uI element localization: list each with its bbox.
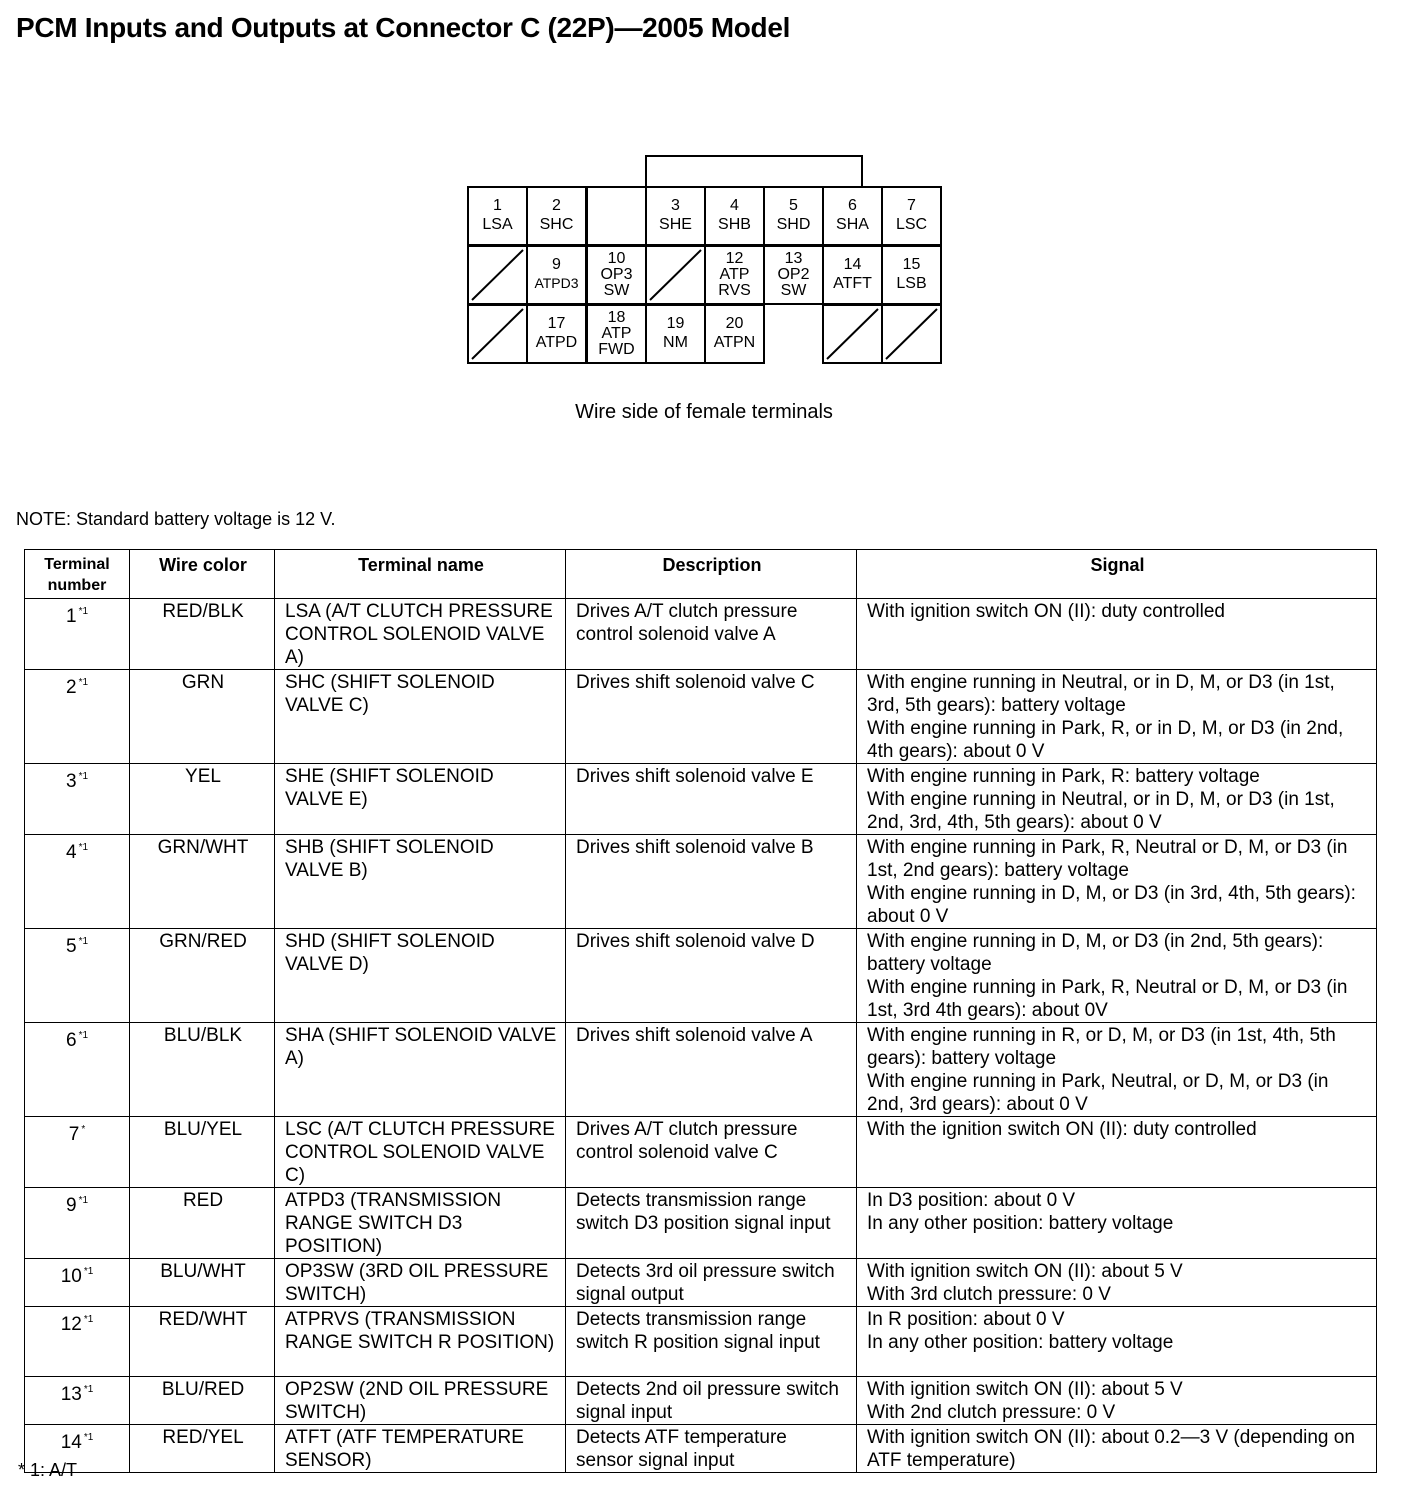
description: Detects transmission range switch D3 position signal input: [566, 1188, 857, 1259]
terminal-name: OP2SW (2ND OIL PRESSURE SWITCH): [275, 1377, 566, 1425]
wire-color: RED/YEL: [130, 1425, 275, 1473]
note: NOTE: Standard battery voltage is 12 V.: [16, 509, 336, 529]
signal: [857, 1425, 1377, 1473]
terminal-name: LSA (A/T CLUTCH PRESSURE CONTROL SOLENOID VALVE A): [275, 599, 566, 670]
signal-line: With engine running in D, M, or D3 (in 2nd, 5th gears): battery voltage: [867, 931, 1324, 975]
connector-diagram: [460, 150, 950, 370]
table-row: [25, 835, 1377, 929]
wire-color: RED/BLK: [130, 599, 275, 670]
description: Drives shift solenoid valve A: [566, 1023, 857, 1117]
terminal-number: 3 $^{*1}$: [25, 764, 130, 835]
terminal-table: [24, 549, 1377, 1473]
description: Drives shift solenoid valve E: [566, 764, 857, 835]
wire-color: BLU/BLK: [130, 1023, 275, 1117]
table-row: [25, 670, 1377, 764]
signal-line: In any other position: battery voltage: [867, 1332, 1174, 1353]
header-signal: Signal: [857, 550, 1377, 599]
connector-label-17: 17: [547, 315, 566, 332]
terminal-number: 7 *: [25, 1117, 130, 1188]
table-row: [25, 1425, 1377, 1473]
signal: [857, 835, 1377, 929]
terminal-number: 1 $^{*1}$: [25, 599, 130, 670]
connector-label-18: FWD: [598, 341, 635, 358]
terminal-number: 13 $^{*1}$: [25, 1377, 130, 1425]
signal-line: With engine running in Park, R, Neutral or D, M, or D3 (in 1st, 2nd gears): battery voltage: [867, 837, 1348, 881]
wire-color: GRN/RED: [130, 929, 275, 1023]
table-row: [25, 929, 1377, 1023]
table-row: [25, 1259, 1377, 1307]
connector-label-6: SHA: [836, 216, 869, 233]
connector-label-13: SW: [780, 282, 807, 299]
terminal-number: 14 $^{*1}$: [25, 1425, 130, 1473]
table-row: [25, 764, 1377, 835]
table-row: [25, 1117, 1377, 1188]
wire-color: GRN/WHT: [130, 835, 275, 929]
connector-label-12: ATP: [719, 266, 750, 283]
signal-line: With engine running in Park, R, Neutral or D, M, or D3 (in 1st, 3rd 4th gears): about 0V: [867, 977, 1348, 1021]
connector-label-14: 14: [843, 256, 862, 273]
footnote-marker: *1: [78, 606, 89, 617]
connector-label-19: 19: [666, 315, 685, 332]
header-terminal-number: Terminal number: [25, 550, 130, 599]
connector-label-4: SHB: [718, 216, 751, 233]
signal-line: With the ignition switch ON (II): duty controlled: [867, 1119, 1257, 1140]
terminal-name: LSC (A/T CLUTCH PRESSURE CONTROL SOLENOID VALVE C): [275, 1117, 566, 1188]
signal-line: In R position: about 0 V: [867, 1309, 1065, 1330]
terminal-name: SHA (SHIFT SOLENOID VALVE A): [275, 1023, 566, 1117]
terminal-number: 9 $^{*1}$: [25, 1188, 130, 1259]
connector-label-4: 4: [730, 197, 739, 214]
footnote-marker: *1: [78, 677, 89, 688]
connector-label-7: 7: [907, 197, 916, 214]
connector-label-10: 10: [607, 250, 626, 267]
terminal-name: SHC (SHIFT SOLENOID VALVE C): [275, 670, 566, 764]
connector-label-18: ATP: [601, 325, 632, 342]
wire-color: BLU/WHT: [130, 1259, 275, 1307]
connector-label-5: SHD: [776, 216, 811, 233]
header-terminal-name: Terminal name: [275, 550, 566, 599]
signal-line: With ignition switch ON (II): duty controlled: [867, 601, 1225, 622]
footnote-marker: *1: [78, 842, 89, 853]
connector-label-7: LSC: [895, 216, 928, 233]
connector-caption: Wire side of female terminals: [575, 401, 833, 423]
wire-color: RED/WHT: [130, 1307, 275, 1377]
page-title: PCM Inputs and Outputs at Connector C (22P)—2005 Model: [16, 12, 791, 43]
connector-label-9: ATPD3: [534, 275, 579, 291]
connector-label-13: 13: [784, 250, 803, 267]
signal: [857, 1023, 1377, 1117]
description: Detects ATF temperature sensor signal input: [566, 1425, 857, 1473]
table-row: [25, 1377, 1377, 1425]
signal: [857, 929, 1377, 1023]
terminal-name: ATPD3 (TRANSMISSION RANGE SWITCH D3 POSITION): [275, 1188, 566, 1259]
terminal-number: 2 $^{*1}$: [25, 670, 130, 764]
wire-color: GRN: [130, 670, 275, 764]
connector-label-12: RVS: [718, 282, 751, 299]
header-wire-color: Wire color: [130, 550, 275, 599]
signal-line: With engine running in R, or D, M, or D3 (in 1st, 4th, 5th gears): battery voltage: [867, 1025, 1336, 1069]
signal-line: With ignition switch ON (II): about 5 V: [867, 1261, 1183, 1282]
wire-color: YEL: [130, 764, 275, 835]
signal-line: In D3 position: about 0 V: [867, 1190, 1076, 1211]
description: Detects transmission range switch R position signal input: [566, 1307, 857, 1377]
terminal-name: OP3SW (3RD OIL PRESSURE SWITCH): [275, 1259, 566, 1307]
table-row: [25, 1307, 1377, 1377]
signal: [857, 599, 1377, 670]
description: Drives shift solenoid valve C: [566, 670, 857, 764]
connector-label-9: 9: [552, 256, 561, 273]
footnote-marker: *1: [78, 1195, 89, 1206]
description: Detects 3rd oil pressure switch signal output: [566, 1259, 857, 1307]
table-row: [25, 599, 1377, 670]
connector-label-20: 20: [725, 315, 744, 332]
connector-label-10: OP3: [600, 266, 633, 283]
signal: [857, 670, 1377, 764]
footnote: * 1: A/T: [18, 1460, 78, 1480]
connector-label-12: 12: [725, 250, 744, 267]
connector-label-17: ATPD: [535, 334, 578, 351]
signal-line: With ignition switch ON (II): about 5 V: [867, 1379, 1183, 1400]
signal-line: In any other position: battery voltage: [867, 1213, 1174, 1234]
signal: [857, 1117, 1377, 1188]
description: Drives shift solenoid valve D: [566, 929, 857, 1023]
terminal-name: SHD (SHIFT SOLENOID VALVE D): [275, 929, 566, 1023]
footnote-marker: *1: [78, 771, 89, 782]
terminal-number: 6 $^{*1}$: [25, 1023, 130, 1117]
footnote-marker: *1: [78, 936, 89, 947]
footnote-marker: *1: [83, 1432, 94, 1443]
wire-color: RED: [130, 1188, 275, 1259]
connector-label-15: LSB: [896, 275, 927, 292]
signal: [857, 1377, 1377, 1425]
connector-label-1: 1: [493, 197, 502, 214]
connector-label-15: 15: [902, 256, 921, 273]
connector-label-14: ATFT: [833, 275, 872, 292]
signal: [857, 1307, 1377, 1377]
connector-label-19: NM: [663, 334, 688, 351]
description: Drives A/T clutch pressure control solenoid valve A: [566, 599, 857, 670]
connector-label-10: SW: [603, 282, 630, 299]
wire-color: BLU/YEL: [130, 1117, 275, 1188]
connector-label-3: SHE: [659, 216, 692, 233]
wire-color: BLU/RED: [130, 1377, 275, 1425]
signal-line: With engine running in Park, R, or in D, M, or D3 (in 2nd, 4th gears): about 0 V: [867, 718, 1344, 762]
connector-label-2: 2: [552, 197, 561, 214]
footnote-marker: *1: [83, 1314, 94, 1325]
header-description: Description: [566, 550, 857, 599]
signal-line: With ignition switch ON (II): about 0.2—3 V (depending on ATF temperature): [867, 1427, 1355, 1471]
connector-label-5: 5: [789, 197, 798, 214]
connector-label-3: 3: [671, 197, 680, 214]
footnote-marker: *1: [78, 1030, 89, 1041]
signal-line: With engine running in Park, Neutral, or D, M, or D3 (in 2nd, 3rd gears): about 0 V: [867, 1071, 1329, 1115]
connector-label-20: ATPN: [713, 334, 756, 351]
signal-line: With engine running in Neutral, or in D, M, or D3 (in 1st, 2nd, 3rd, 4th, 5th gears): about 0 V: [867, 789, 1335, 833]
signal-line: With engine running in Neutral, or in D, M, or D3 (in 1st, 3rd, 5th gears): battery voltage: [867, 672, 1335, 716]
signal: [857, 1259, 1377, 1307]
terminal-number: 5 $^{*1}$: [25, 929, 130, 1023]
connector-label-6: 6: [848, 197, 857, 214]
terminal-name: ATFT (ATF TEMPERATURE SENSOR): [275, 1425, 566, 1473]
signal: [857, 1188, 1377, 1259]
description: Drives shift solenoid valve B: [566, 835, 857, 929]
terminal-name: SHB (SHIFT SOLENOID VALVE B): [275, 835, 566, 929]
description: Detects 2nd oil pressure switch signal input: [566, 1377, 857, 1425]
table-row: [25, 1188, 1377, 1259]
connector-label-13: OP2: [777, 266, 810, 283]
terminal-number: 12 $^{*1}$: [25, 1307, 130, 1377]
connector-label-1: LSA: [482, 216, 513, 233]
footnote-marker: *: [81, 1124, 86, 1135]
signal-line: With engine running in Park, R: battery voltage: [867, 766, 1260, 787]
footnote-marker: *1: [83, 1384, 94, 1395]
connector-label-2: SHC: [539, 216, 574, 233]
table-row: [25, 1023, 1377, 1117]
signal: [857, 764, 1377, 835]
signal-line: With 3rd clutch pressure: 0 V: [867, 1284, 1111, 1305]
terminal-number: 10 $^{*1}$: [25, 1259, 130, 1307]
table-header-row: [25, 550, 1377, 599]
footnote-marker: *1: [83, 1266, 94, 1277]
signal-line: With 2nd clutch pressure: 0 V: [867, 1402, 1116, 1423]
terminal-number: 4 $^{*1}$: [25, 835, 130, 929]
terminal-name: SHE (SHIFT SOLENOID VALVE E): [275, 764, 566, 835]
description: Drives A/T clutch pressure control solenoid valve C: [566, 1117, 857, 1188]
signal-line: With engine running in D, M, or D3 (in 3rd, 4th, 5th gears): about 0 V: [867, 883, 1356, 927]
connector-label-18: 18: [607, 309, 626, 326]
terminal-name: ATPRVS (TRANSMISSION RANGE SWITCH R POSITION): [275, 1307, 566, 1377]
